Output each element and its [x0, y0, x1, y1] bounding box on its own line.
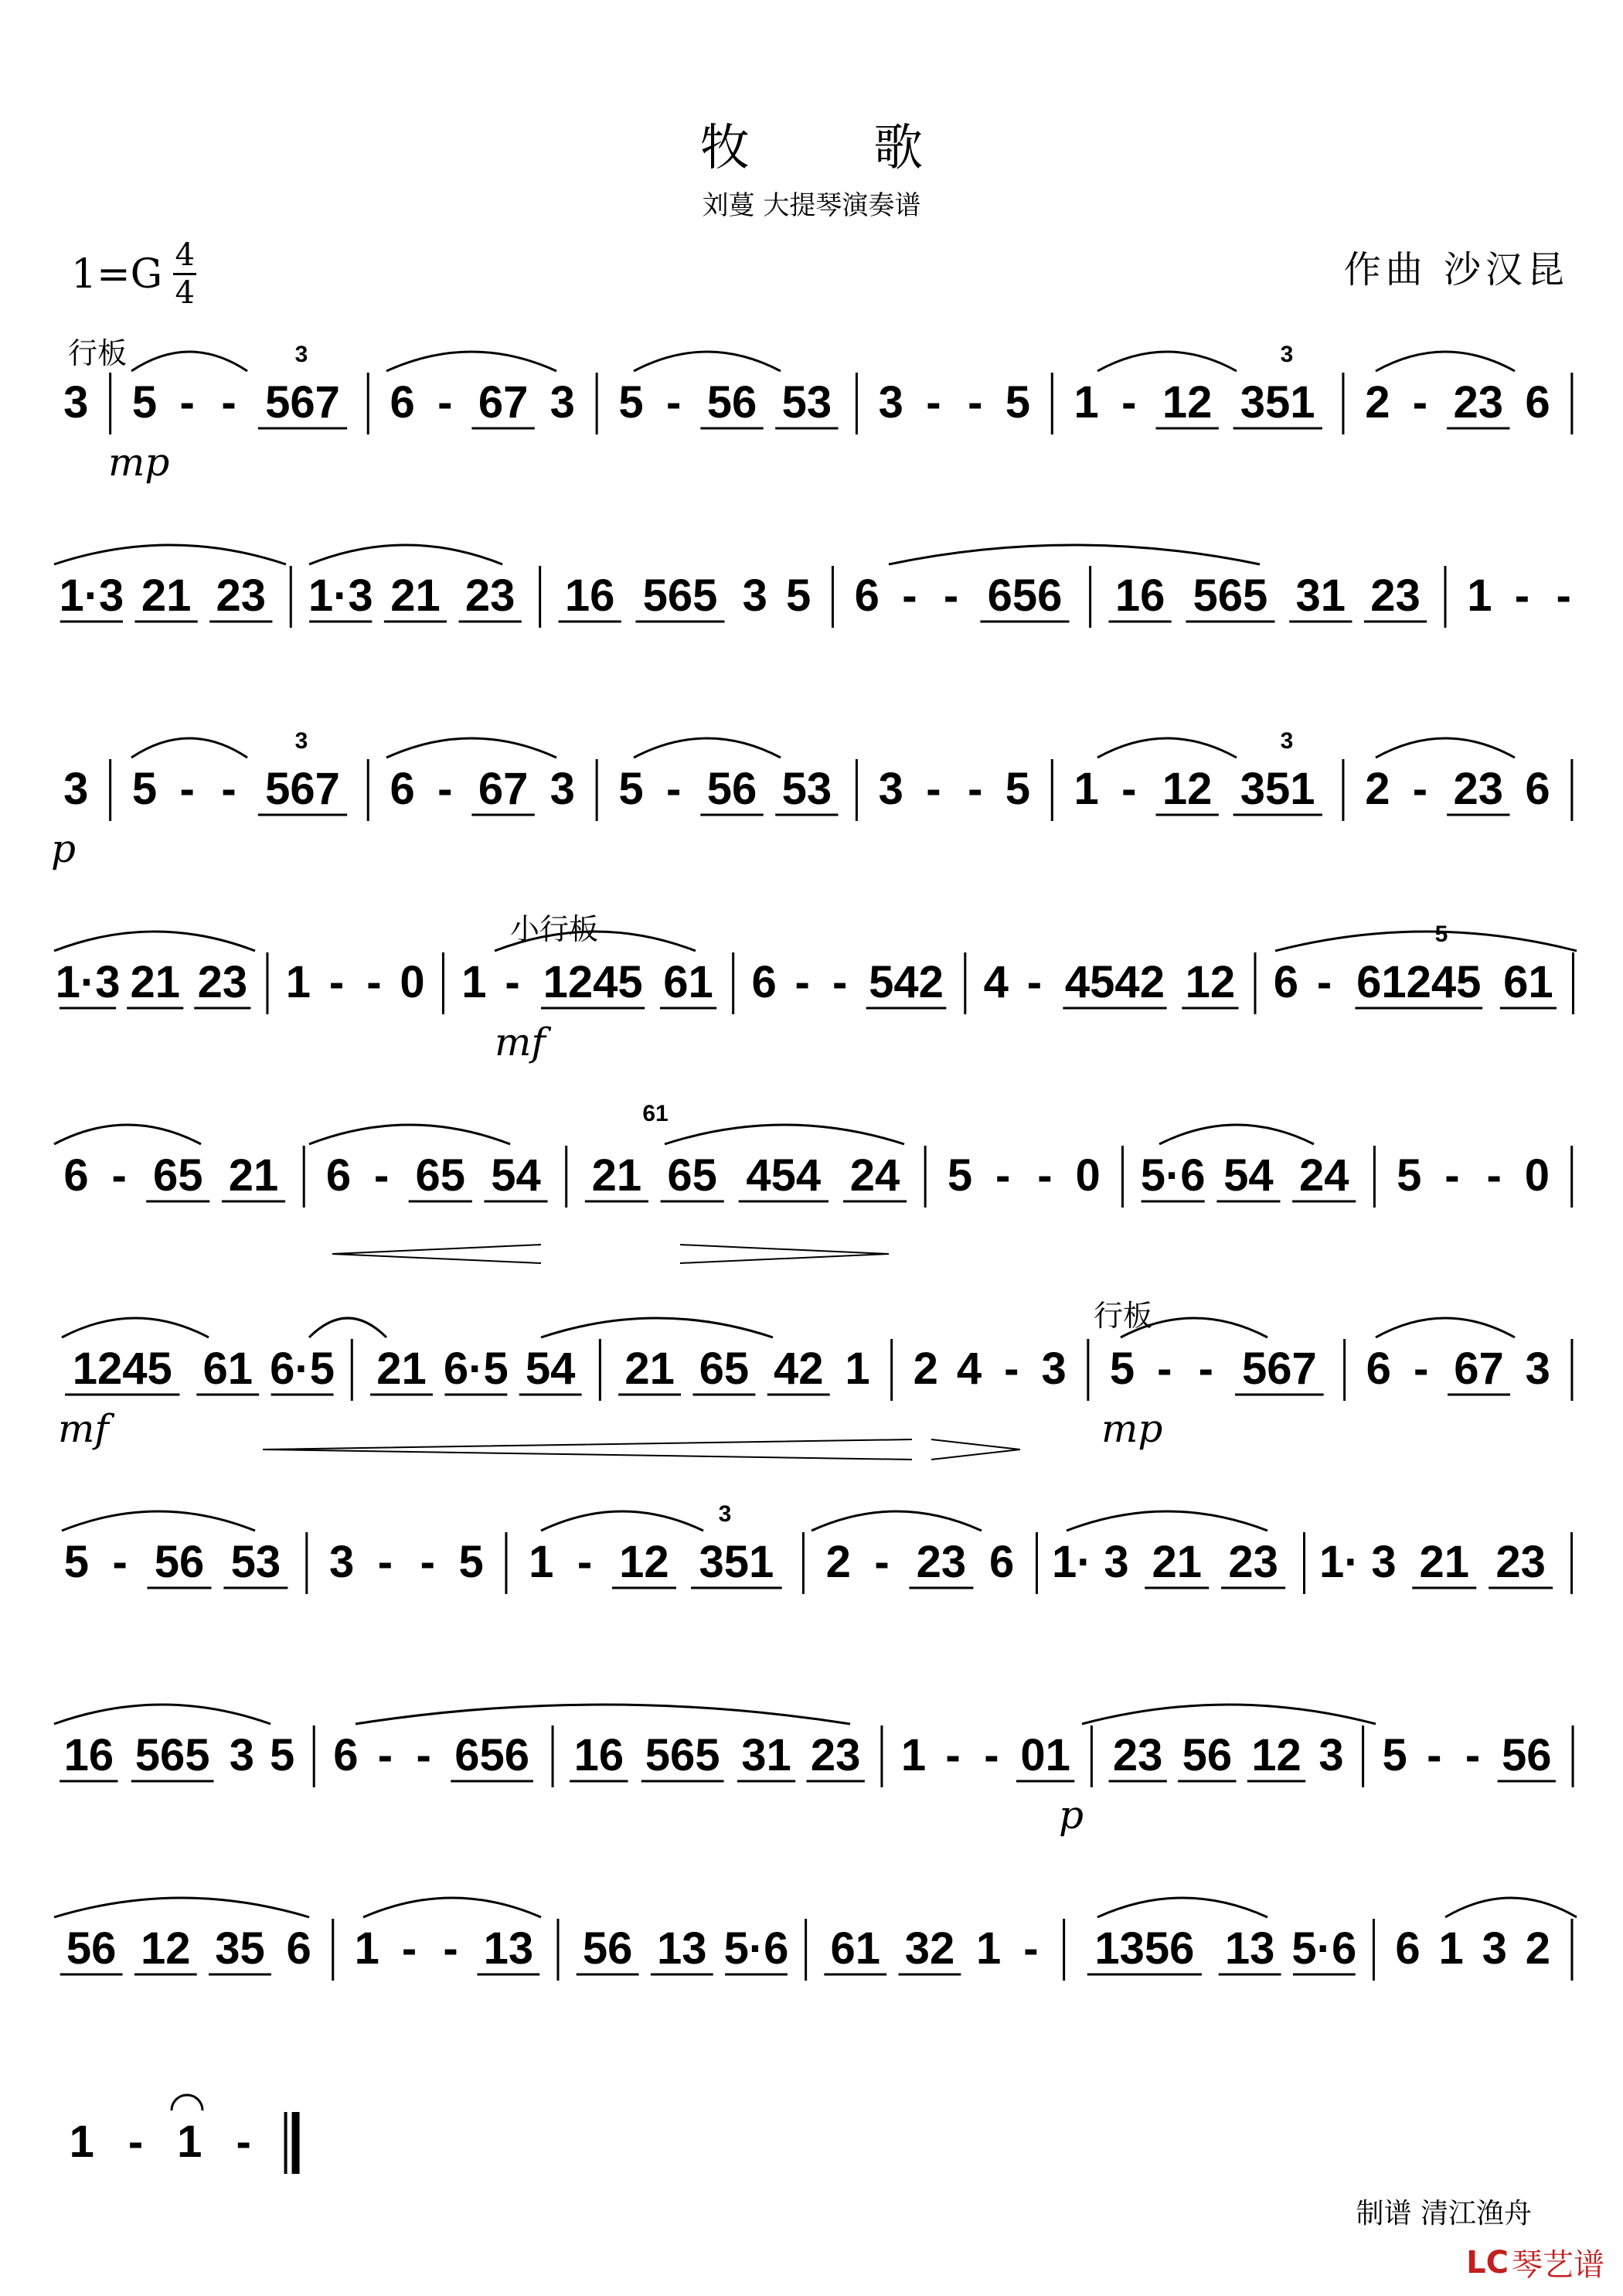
dash-note: -	[902, 571, 917, 621]
dash-note: -	[1316, 957, 1332, 1007]
dash-note: -	[128, 2117, 144, 2167]
note: 13	[1224, 1923, 1275, 1974]
slur	[309, 1125, 510, 1144]
dash-note: -	[1556, 571, 1571, 621]
score-line	[60, 1919, 1572, 1981]
note: 53	[230, 1537, 281, 1587]
note: 5	[786, 571, 812, 621]
note: 567	[265, 377, 340, 428]
note: 1	[69, 2117, 94, 2167]
note: 565	[134, 1730, 210, 1780]
note: 5	[618, 764, 644, 814]
note: 23	[197, 957, 248, 1007]
note: 6	[390, 377, 415, 428]
dynamic-marking: p	[51, 826, 77, 871]
dash-note: -	[505, 957, 520, 1007]
dash-note: -	[832, 957, 848, 1007]
slur	[1082, 1705, 1376, 1724]
tempo-marking: 小行板	[510, 912, 599, 946]
note: 65	[667, 1150, 717, 1201]
note: 23	[916, 1537, 967, 1587]
slur	[386, 352, 556, 371]
note: 567	[1241, 1344, 1317, 1394]
dash-note: -	[1486, 1150, 1502, 1201]
note: 54	[1223, 1150, 1274, 1201]
slur	[634, 738, 781, 758]
dynamic-marking: mp	[1101, 1406, 1163, 1451]
dash-note: -	[179, 764, 195, 814]
note: 5	[1109, 1344, 1135, 1394]
dash-note: -	[221, 764, 236, 814]
note: 351	[1240, 764, 1315, 814]
score-line	[60, 1725, 1573, 1787]
note: 56	[706, 764, 757, 814]
dash-note: -	[968, 377, 983, 428]
score-line	[63, 759, 1572, 821]
note: 12	[141, 1923, 191, 1974]
note: 1	[975, 1923, 1002, 1974]
note: 23	[1228, 1537, 1278, 1587]
dash-note: -	[943, 571, 959, 621]
note: 56	[154, 1537, 205, 1587]
note: 65	[152, 1150, 203, 1201]
note: 21	[228, 1150, 279, 1201]
slur	[309, 545, 502, 564]
note: 565	[645, 1730, 720, 1780]
slur	[1097, 738, 1237, 758]
dash-note: -	[1023, 1923, 1039, 1974]
note: 67	[1454, 1344, 1504, 1394]
note: 1	[1438, 1923, 1464, 1974]
note: 35	[215, 1923, 265, 1974]
slur	[1376, 1318, 1515, 1337]
note: 5	[131, 377, 158, 428]
dash-note: -	[666, 377, 682, 428]
note: 3	[229, 1730, 254, 1780]
note: 6·5	[443, 1344, 509, 1394]
slur	[1376, 738, 1515, 758]
note: 5	[1382, 1730, 1407, 1780]
note: 65	[415, 1150, 466, 1201]
dash-note: -	[1465, 1730, 1481, 1780]
note: 656	[987, 571, 1063, 621]
dash-note: -	[179, 377, 195, 428]
note: 1	[1467, 571, 1492, 621]
note: 565	[1193, 571, 1268, 621]
time-den: 4	[175, 275, 195, 311]
note: 61	[1503, 957, 1553, 1007]
note: 24	[849, 1150, 900, 1201]
note: 565	[642, 571, 718, 621]
dash-note: -	[577, 1537, 593, 1587]
note: 67	[478, 377, 529, 428]
note: 61245	[1356, 957, 1482, 1007]
note: 23	[1453, 764, 1504, 814]
dash-note: -	[1026, 957, 1043, 1007]
note: 3	[1318, 1730, 1344, 1780]
dash-note: -	[968, 764, 983, 814]
note: 65	[699, 1344, 750, 1394]
slur	[1275, 932, 1577, 951]
note: 54	[491, 1150, 541, 1201]
note: 56	[1502, 1730, 1552, 1780]
note: 56	[582, 1923, 633, 1974]
note: 1	[285, 957, 311, 1007]
note: 5	[1005, 764, 1031, 814]
slur	[1445, 1898, 1577, 1917]
dash-note: -	[666, 764, 682, 814]
dash-note: -	[984, 1730, 999, 1780]
slur	[1159, 1125, 1314, 1144]
note: 16	[564, 571, 615, 621]
note: 16	[573, 1730, 624, 1780]
dash-note: -	[945, 1730, 961, 1780]
note: 6	[1366, 1344, 1391, 1394]
note: 31	[1295, 571, 1346, 621]
note: 3	[742, 571, 767, 621]
logo-text: 琴艺谱	[1512, 2247, 1604, 2283]
slur	[54, 1705, 270, 1724]
note: 3	[1041, 1344, 1067, 1394]
note: 21	[591, 1150, 642, 1201]
note: 12	[1162, 377, 1213, 428]
note: 21	[390, 571, 441, 621]
note: 53	[781, 764, 832, 814]
note: 1·3	[308, 571, 373, 621]
dash-note: -	[1444, 1150, 1460, 1201]
dash-note: -	[221, 377, 236, 428]
tuplet-marker: 61	[642, 1101, 669, 1126]
note: 3	[328, 1537, 355, 1587]
note: 6	[751, 957, 777, 1007]
note: 1·3	[55, 957, 121, 1007]
note: 01	[1020, 1730, 1070, 1780]
note: 23	[464, 571, 515, 621]
dash-note: -	[874, 1537, 890, 1587]
slur	[356, 1705, 850, 1724]
note: 2	[913, 1344, 938, 1394]
note: 1245	[72, 1344, 172, 1394]
note: 21	[130, 957, 180, 1007]
slur	[386, 738, 556, 758]
slur	[54, 1125, 201, 1144]
tuplet-marker: 3	[294, 342, 308, 367]
dash-note: -	[1037, 1150, 1053, 1201]
dash-note: -	[1157, 1344, 1172, 1394]
note: 56	[66, 1923, 117, 1974]
note: 1	[845, 1344, 870, 1394]
note: 54	[525, 1344, 576, 1394]
tuplet-marker: 3	[1280, 342, 1294, 367]
dash-note: -	[1198, 1344, 1214, 1394]
decrescendo-hairpin	[680, 1245, 889, 1263]
note: 67	[478, 764, 529, 814]
score-line	[59, 566, 1570, 628]
note: 23	[216, 571, 267, 621]
note: 21	[1152, 1537, 1202, 1587]
note: 23	[810, 1730, 861, 1780]
note: 6	[1525, 764, 1550, 814]
note: 5	[1397, 1150, 1422, 1201]
dynamic-marking: mf	[495, 1020, 546, 1065]
slur	[665, 1125, 904, 1144]
note: 23	[1453, 377, 1504, 428]
note: 12	[619, 1537, 669, 1587]
note: 32	[904, 1923, 955, 1974]
note: 5	[947, 1150, 973, 1201]
dash-note: -	[1121, 377, 1137, 428]
slur	[363, 1898, 541, 1917]
dash-note: -	[111, 1150, 127, 1201]
note: 3	[63, 764, 89, 814]
subtitle: 刘蔓 大提琴演奏谱	[702, 190, 921, 221]
score-line	[65, 1339, 1572, 1401]
note: 21	[376, 1344, 427, 1394]
note: 4	[956, 1344, 982, 1394]
note: 2	[1365, 764, 1390, 814]
note: 5	[618, 377, 644, 428]
dash-note: -	[374, 1150, 390, 1201]
decrescendo-hairpin	[931, 1439, 1020, 1460]
dynamic-marking: p	[1059, 1793, 1084, 1838]
dash-note: -	[420, 1537, 435, 1587]
note: 24	[1298, 1150, 1349, 1201]
time-num: 4	[175, 237, 195, 273]
note: 1	[1073, 764, 1099, 814]
note: 3	[1371, 1537, 1397, 1587]
dash-note: -	[366, 957, 382, 1007]
note: 5	[63, 1537, 89, 1587]
dash-note: -	[401, 1923, 417, 1974]
note: 5	[131, 764, 158, 814]
note: 542	[869, 957, 944, 1007]
note: 23	[1370, 571, 1421, 621]
score-line	[64, 1532, 1572, 1594]
note: 6	[63, 1150, 89, 1201]
dash-note: -	[995, 1150, 1011, 1201]
note: 1	[529, 1537, 554, 1587]
slur	[54, 1898, 309, 1917]
slur	[131, 738, 247, 758]
note: 6·5	[270, 1344, 335, 1394]
crescendo-hairpin	[263, 1439, 912, 1460]
note: 6	[1525, 377, 1550, 428]
note: 5·6	[1140, 1150, 1206, 1201]
note: 13	[657, 1923, 707, 1974]
key-label: 1=G	[71, 250, 163, 298]
note: 31	[741, 1730, 791, 1780]
note: 3	[1104, 1537, 1129, 1587]
note: 6	[286, 1923, 311, 1974]
note: 6	[854, 571, 880, 621]
slur	[54, 932, 255, 951]
page-title: 牧 歌	[699, 120, 978, 177]
note: 23	[1112, 1730, 1163, 1780]
note: 21	[141, 571, 192, 621]
note: 6	[333, 1730, 359, 1780]
note: 3	[1525, 1344, 1550, 1394]
dash-note: -	[377, 1537, 393, 1587]
dynamic-marking: mp	[108, 440, 170, 485]
composer-credit: 作曲 沙汉昆	[1343, 248, 1569, 291]
score-line	[70, 2112, 300, 2174]
note: 656	[454, 1730, 529, 1780]
score-line	[63, 1146, 1571, 1208]
slur	[54, 545, 286, 564]
note: 351	[1240, 377, 1315, 428]
slur	[812, 1511, 982, 1531]
note: 1245	[543, 957, 643, 1007]
tuplet-marker: 3	[718, 1501, 732, 1527]
tuplet-marker: 5	[1434, 921, 1448, 947]
note: 454	[746, 1150, 822, 1201]
note: 3	[550, 377, 575, 428]
slur	[1067, 1511, 1267, 1531]
slur	[889, 545, 1260, 564]
dash-note: -	[926, 764, 941, 814]
note: 16	[1114, 571, 1165, 621]
dash-note: -	[1412, 764, 1428, 814]
note: 1356	[1094, 1923, 1195, 1974]
note: 13	[483, 1923, 534, 1974]
dash-note: -	[794, 957, 810, 1007]
tempo-marking: 行板	[68, 336, 128, 370]
tuplet-marker: 3	[1280, 728, 1294, 754]
note: 5·6	[723, 1923, 789, 1974]
site-logo	[1466, 2240, 1604, 2284]
slur	[62, 1318, 209, 1337]
dash-note: -	[926, 377, 941, 428]
note: 2	[1525, 1923, 1551, 1974]
note: 56	[706, 377, 757, 428]
tuplet-marker: 3	[294, 728, 308, 754]
arranger-credit: 制谱 清江渔舟	[1356, 2198, 1532, 2230]
dash-note: -	[416, 1730, 431, 1780]
note: 6	[390, 764, 415, 814]
note: 61	[830, 1923, 881, 1974]
note: 12	[1251, 1730, 1301, 1780]
note: 0	[1075, 1150, 1101, 1201]
note: 61	[663, 957, 713, 1007]
crescendo-hairpin	[332, 1245, 541, 1263]
score-line	[63, 373, 1572, 434]
note: 1·3	[59, 571, 124, 621]
note: 1	[354, 1923, 379, 1974]
note: 21	[624, 1344, 675, 1394]
dash-note: -	[112, 1537, 128, 1587]
dash-note: -	[1004, 1344, 1019, 1394]
note: 5	[458, 1537, 484, 1587]
note: 3	[878, 764, 903, 814]
slur	[541, 1511, 703, 1531]
dash-note: -	[1427, 1730, 1442, 1780]
dash-note: -	[1514, 571, 1530, 621]
note: 3	[550, 764, 575, 814]
note: 42	[773, 1344, 824, 1394]
slur	[1097, 1898, 1267, 1917]
note: 6	[325, 1150, 352, 1201]
dash-note: -	[437, 377, 453, 428]
note: 56	[1182, 1730, 1233, 1780]
slur	[634, 352, 781, 371]
slur	[62, 1511, 255, 1531]
note: 5	[269, 1730, 295, 1780]
note: 0	[400, 957, 425, 1007]
dash-note: -	[1413, 1344, 1429, 1394]
note: 2	[825, 1537, 851, 1587]
note: 5	[1005, 377, 1031, 428]
note: 5·6	[1291, 1923, 1357, 1974]
note: 3	[878, 377, 903, 428]
note: 1	[1073, 377, 1099, 428]
note: 1	[177, 2117, 202, 2167]
slur	[1097, 352, 1237, 371]
slur	[309, 1318, 386, 1337]
tempo-marking: 行板	[1094, 1299, 1153, 1333]
note: 21	[1419, 1537, 1470, 1587]
score-line	[56, 952, 1574, 1014]
note: 1·	[1052, 1537, 1092, 1587]
note: 3	[63, 377, 89, 428]
note: 23	[1495, 1537, 1546, 1587]
note: 1·	[1319, 1537, 1359, 1587]
note: 3	[1482, 1923, 1507, 1974]
note: 6	[989, 1537, 1015, 1587]
slur	[541, 1318, 773, 1337]
note: 12	[1185, 957, 1236, 1007]
note: 0	[1524, 1150, 1550, 1201]
dash-note: -	[1121, 764, 1137, 814]
note: 4	[983, 957, 1009, 1007]
dash-note: -	[236, 2117, 251, 2167]
note: 1	[461, 957, 487, 1007]
note: 1	[900, 1730, 927, 1780]
dash-note: -	[377, 1730, 393, 1780]
slur	[1376, 352, 1515, 371]
note: 16	[63, 1730, 114, 1780]
fermata-icon	[172, 2095, 202, 2110]
slur	[131, 352, 247, 371]
note: 6	[1395, 1923, 1421, 1974]
note: 4542	[1064, 957, 1165, 1007]
note: 351	[699, 1537, 774, 1587]
dynamic-marking: mf	[58, 1406, 109, 1451]
note: 6	[1273, 957, 1299, 1007]
dash-note: -	[443, 1923, 458, 1974]
dash-note: -	[328, 957, 345, 1007]
note: 567	[265, 764, 340, 814]
note: 53	[781, 377, 832, 428]
note: 61	[202, 1344, 253, 1394]
final-barline	[292, 2112, 300, 2174]
dash-note: -	[1412, 377, 1428, 428]
dash-note: -	[437, 764, 453, 814]
logo-mark-icon: LC	[1466, 2244, 1509, 2281]
note: 12	[1162, 764, 1213, 814]
note: 2	[1365, 377, 1390, 428]
